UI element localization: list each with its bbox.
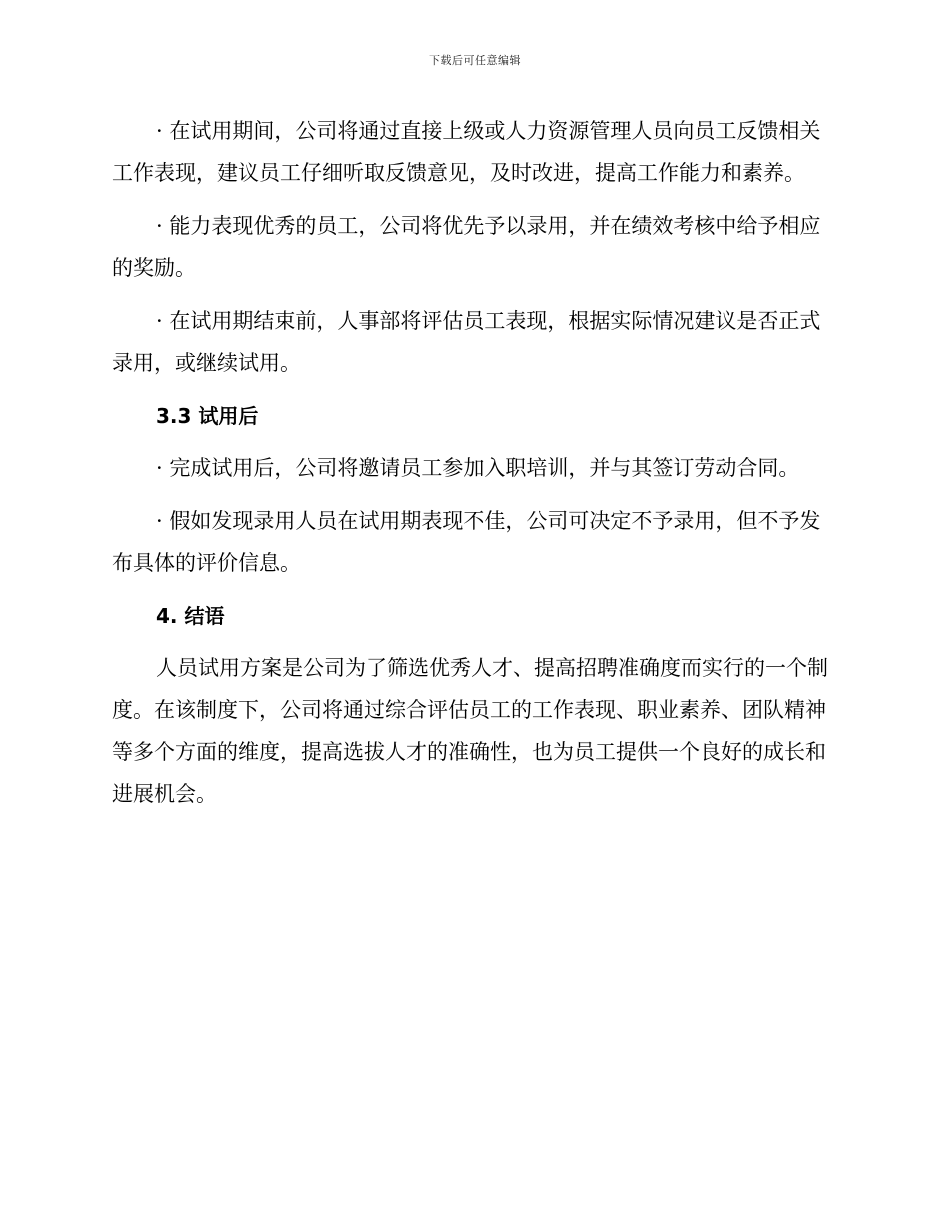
section-heading-3-3: 3.3 试用后 xyxy=(156,404,259,428)
paragraph-after-trial-training: · 完成试用后，公司将邀请员工参加入职培训，并与其签订劳动合同。 xyxy=(156,456,800,480)
page-header: 下载后可任意编辑 xyxy=(429,54,521,67)
paragraph-conclusion: 人员试用方案是公司为了筛选优秀人才、提高招聘准确度而实行的一个制度。在该制度下，公司将通过综合评估员工的工作表现、职业素养、团队精神等多个方面的维度，提高选拔人才的准确性，也为员工提供一个良好的成长和进展机会。 xyxy=(112,656,828,806)
section-heading-4: 4. 结语 xyxy=(156,604,225,628)
paragraph-feedback: · 在试用期间，公司将通过直接上级或人力资源管理人员向员工反馈相关工作表现，建议员工仔细听取反馈意见，及时改进，提高工作能力和素养。 xyxy=(112,119,821,185)
paragraph-evaluation: · 在试用期结束前，人事部将评估员工表现，根据实际情况建议是否正式录用，或继续试用。 xyxy=(112,309,821,375)
document-body xyxy=(112,110,828,826)
paragraph-excellent-staff: · 能力表现优秀的员工，公司将优先予以录用，并在绩效考核中给予相应的奖励。 xyxy=(112,214,821,280)
paragraph-poor-performance: · 假如发现录用人员在试用期表现不佳，公司可决定不予录用，但不予发布具体的评价信息。 xyxy=(112,509,821,575)
